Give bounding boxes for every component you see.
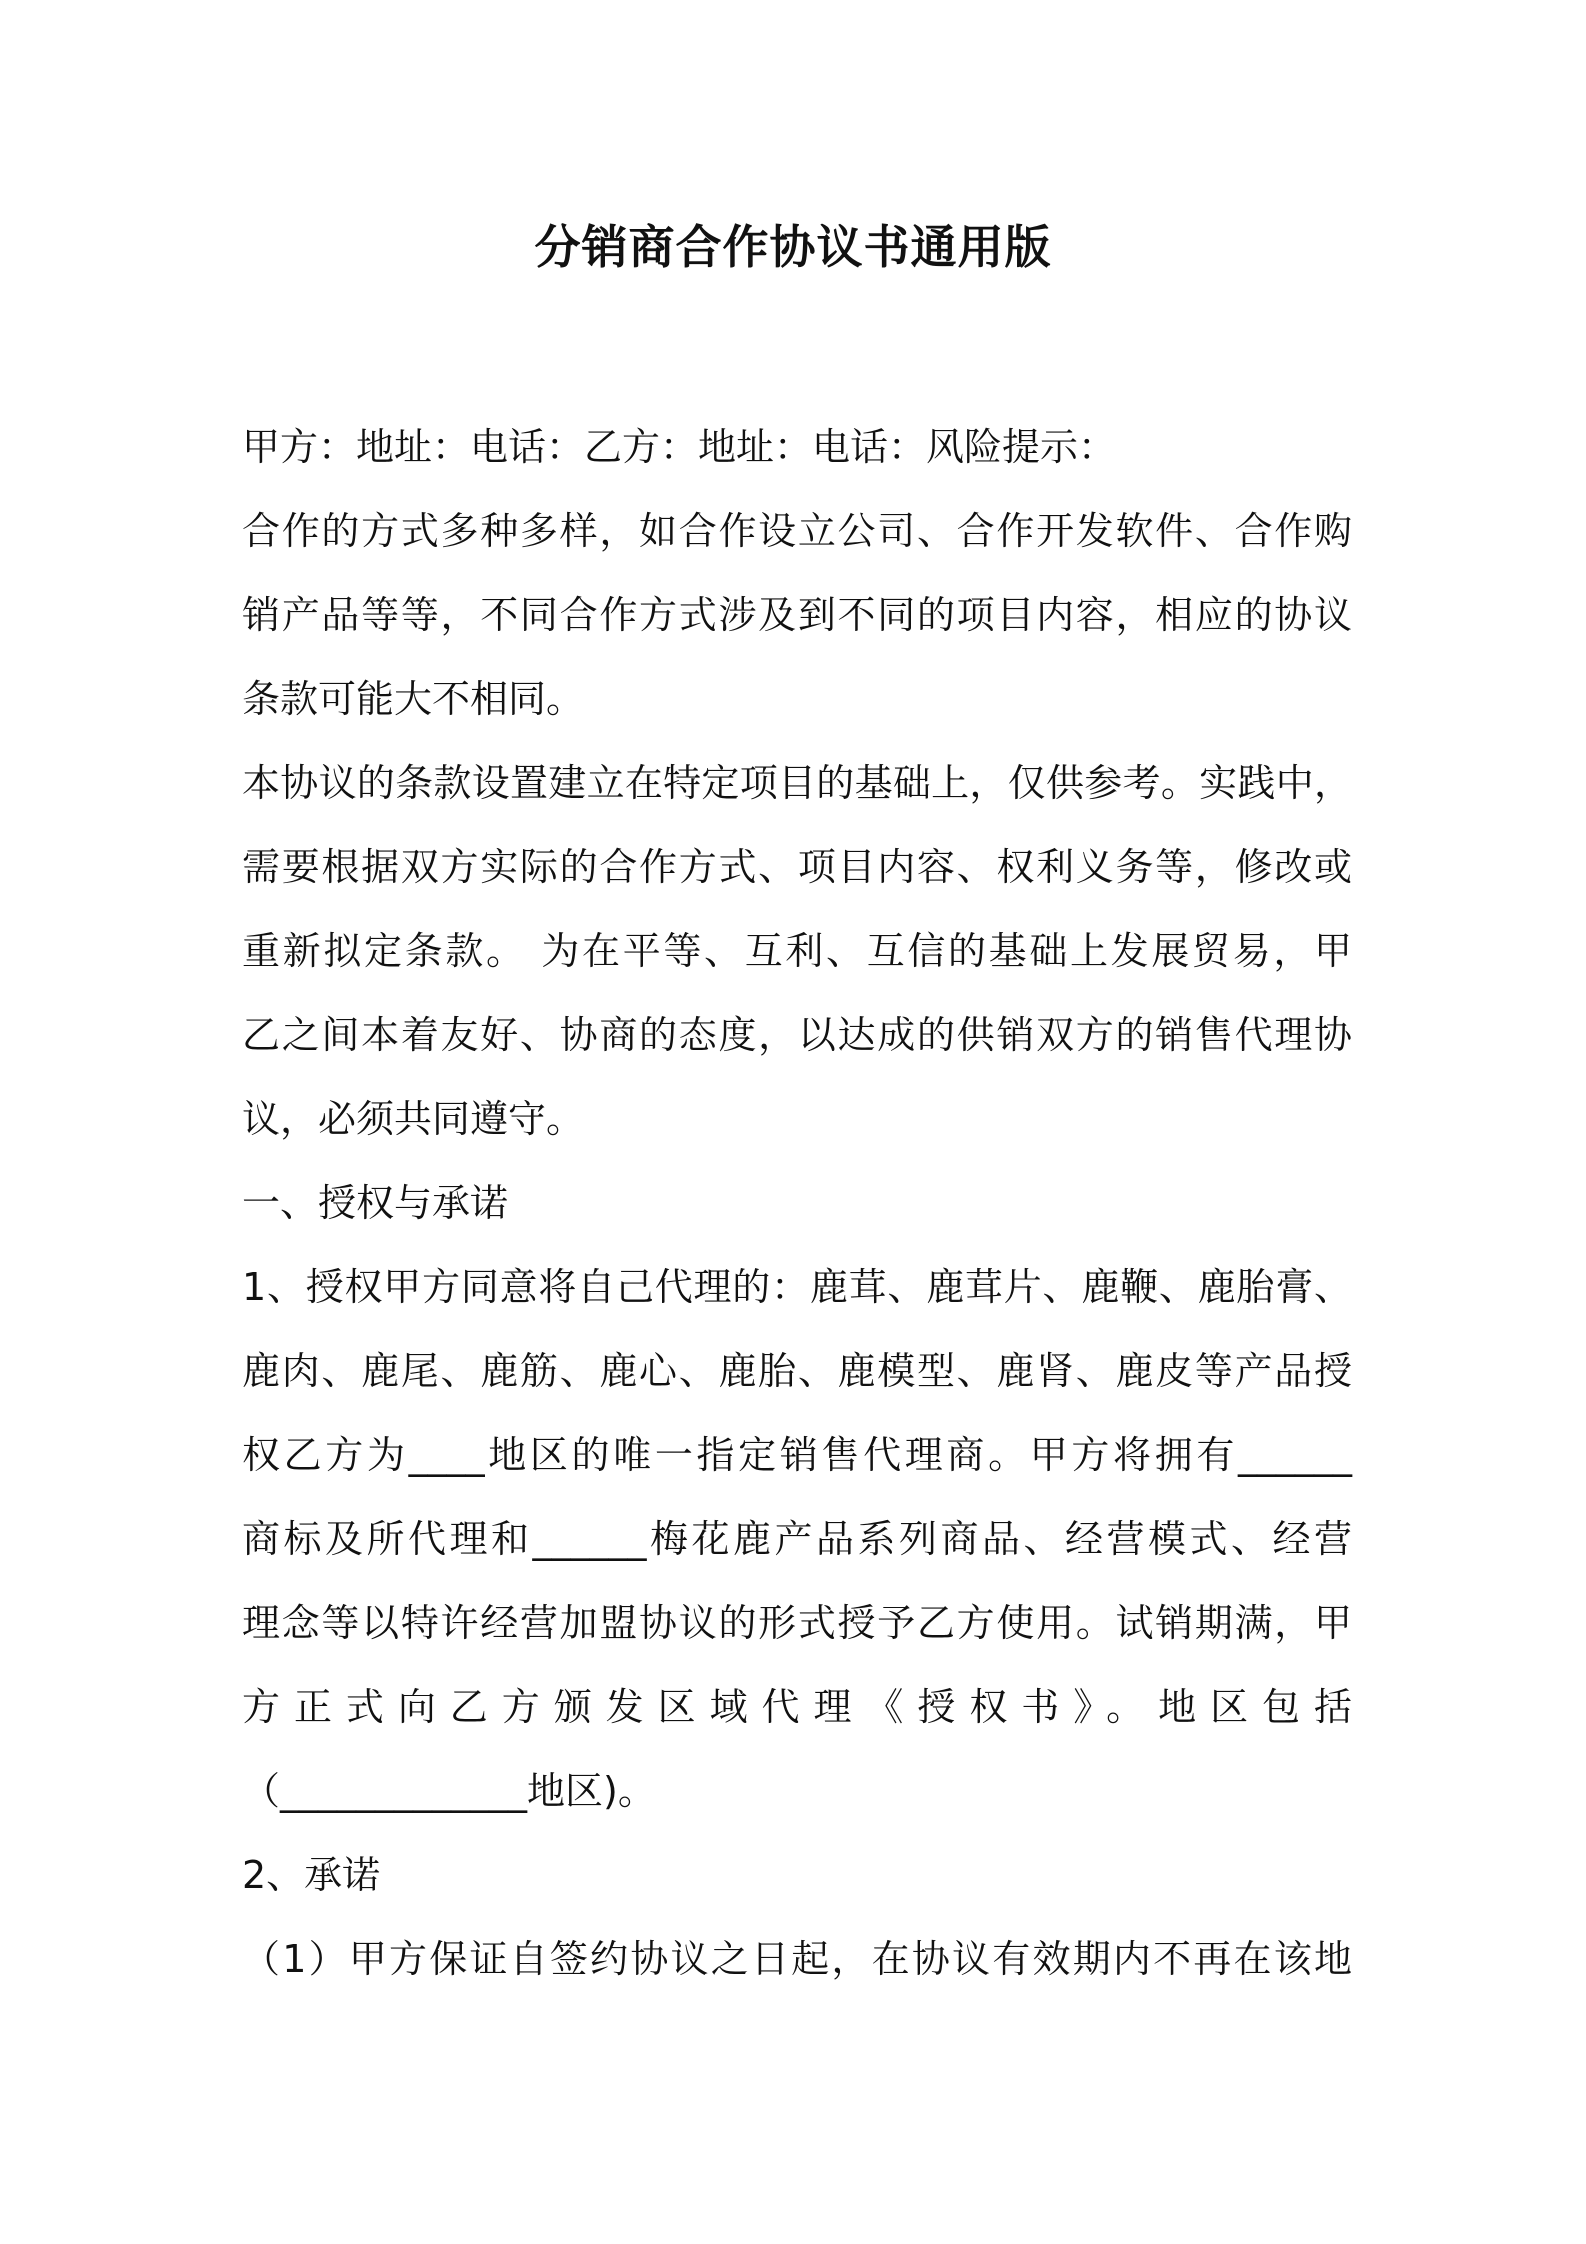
body-line: 理念等以特许经营加盟协议的形式授予乙方使用。试销期满，甲 [242,1601,1352,1645]
body-line: 鹿肉、鹿尾、鹿筋、鹿心、鹿胎、鹿模型、鹿肾、鹿皮等产品授 [242,1349,1352,1393]
document-body [242,405,1352,2001]
body-line: 重新拟定条款。 为在平等、互利、互信的基础上发展贸易，甲 [242,929,1352,973]
body-line: 1、授权甲方同意将自己代理的：鹿茸、鹿茸片、鹿鞭、鹿胎膏、 [242,1265,1352,1309]
body-line: 合作的方式多种多样，如合作设立公司、合作开发软件、合作购 [242,509,1352,553]
body-line: 甲方：地址：电话：乙方：地址：电话：风险提示： [242,425,1117,469]
body-line: 议，必须共同遵守。 [242,1097,585,1141]
body-line: 商标及所代理和______梅花鹿产品系列商品、经营模式、经营 [242,1517,1352,1561]
body-line: 乙之间本着友好、协商的态度，以达成的供销双方的销售代理协 [242,1013,1352,1057]
body-line: 需要根据双方实际的合作方式、项目内容、权利义务等，修改或 [242,845,1352,889]
section-heading: 一、授权与承诺 [242,1181,509,1225]
body-line: 条款可能大不相同。 [242,677,585,721]
body-line: 本协议的条款设置建立在特定项目的基础上，仅供参考。实践中， [242,761,1352,805]
body-line: （1）甲方保证自签约协议之日起，在协议有效期内不再在该地 [242,1937,1352,1981]
body-line: 权乙方为____地区的唯一指定销售代理商。甲方将拥有______ [242,1433,1352,1477]
body-line: （_____________地区)。 [242,1769,656,1813]
document-title: 分销商合作协议书通用版 [534,220,1052,274]
body-line: 销产品等等，不同合作方式涉及到不同的项目内容，相应的协议 [242,593,1352,637]
body-line: 方正式向乙方颁发区域代理《授权书》。地区包括 [242,1685,1352,1729]
subsection-heading: 2、承诺 [242,1853,381,1897]
